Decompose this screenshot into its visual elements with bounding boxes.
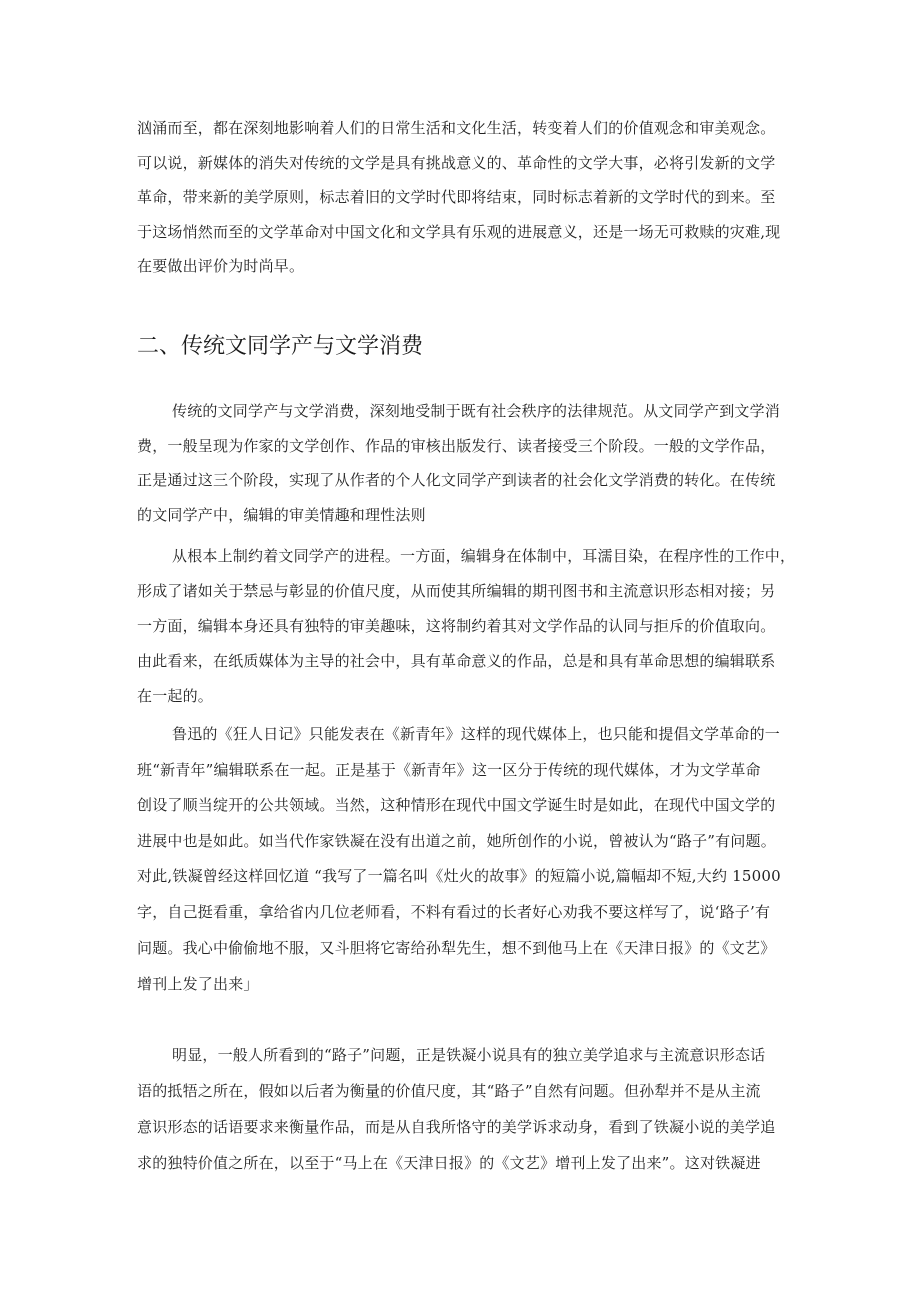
paragraph-line: 的文同学产中，编辑的审美情趣和理性法则 xyxy=(137,506,426,524)
paragraph-line: 明显，一般人所看到的“路子”问题，正是铁凝小说具有的独立美学追求与主流意识形态话 xyxy=(172,1046,766,1064)
paragraph-line: 意识形态的话语要求来衡量作品，而是从自我所恪守的美学诉求动身，看到了铁凝小说的美学追 xyxy=(137,1118,776,1136)
paragraph-line: 创设了顺当绽开的公共领域。当然，这种情形在现代中国文学诞生时是如此，在现代中国文学的 xyxy=(137,796,776,814)
intro-line: 在要做出评价为时尚早。 xyxy=(137,257,305,275)
paragraph-line: 由此看来，在纸质媒体为主导的社会中，具有革命意义的作品，总是和具有革命思想的编辑联系 xyxy=(137,652,776,670)
intro-line: 革命，带来新的美学原则，标志着旧的文学时代即将结束，同时标志着新的文学时代的到来。至 xyxy=(137,188,776,206)
paragraph-line: 正是通过这三个阶段，实现了从作者的个人化文同学产到读者的社会化文学消费的转化。在传统 xyxy=(137,471,776,489)
paragraph-line: 求的独特价值之所在，以至于“马上在《天津日报》的《文艺》增刊上发了出来”。这对铁凝进 xyxy=(137,1154,761,1172)
intro-line: 可以说，新媒体的消失对传统的文学是具有挑战意义的、革命性的文学大事，必将引发新的文学 xyxy=(137,154,776,172)
paragraph-line: 形成了诸如关于禁忌与彰显的价值尺度，从而使其所编辑的期刊图书和主流意识形态相对接；另 xyxy=(137,582,776,600)
paragraph-line: 问题。我心中偷偷地不服，又斗胆将它寄给孙犁先生，想不到他马上在《天津日报》的《文艺》 xyxy=(137,939,776,957)
section-heading: 二、传统文同学产与文学消费 xyxy=(137,334,424,359)
paragraph-line: 鲁迅的《狂人日记》只能发表在《新青年》这样的现代媒体上，也只能和提倡文学革命的一 xyxy=(172,725,781,743)
paragraph-line: 在一起的。 xyxy=(137,687,214,705)
paragraph-line: 字，自己挺看重，拿给省内几位老师看，不料有看过的长者好心劝我不要这样写了，说‘路子’有 xyxy=(137,903,771,921)
paragraph-line: 传统的文同学产与文学消费，深刻地受制于既有社会秩序的法律规范。从文同学产到文学消 xyxy=(172,402,781,420)
paragraph-line: 一方面，编辑本身还具有独特的审美趣味，这将制约着其对文学作品的认同与拒斥的价值取向。 xyxy=(137,617,776,635)
paragraph-line: 费，一般呈现为作家的文学创作、作品的审核出版发行、读者接受三个阶段。一般的文学作品， xyxy=(137,437,776,455)
paragraph-line: 对此,铁凝曾经这样回忆道 “我写了一篇名叫《灶火的故事》的短篇小说,篇幅却不短,大约 15000 xyxy=(137,867,781,885)
intro-line: 于这场悄然而至的文学革命对中国文化和文学具有乐观的进展意义，还是一场无可救赎的灾难,现 xyxy=(137,223,781,241)
intro-line: 汹涌而至，都在深刻地影响着人们的日常生活和文化生活，转变着人们的价值观念和审美观念。 xyxy=(137,119,776,137)
paragraph-line: 增刊上发了出来」 xyxy=(137,975,259,993)
paragraph-line: 班“新青年”编辑联系在一起。正是基于《新青年》这一区分于传统的现代媒体，才为文学革命 xyxy=(137,761,761,779)
paragraph-line: 语的抵牾之所在，假如以后者为衡量的价值尺度，其“路子”自然有问题。但孙犁并不是从主流 xyxy=(137,1082,761,1100)
paragraph-line: 进展中也是如此。如当代作家铁凝在没有出道之前，她所创作的小说，曾被认为“路子”有问题。 xyxy=(137,832,776,850)
paragraph-line: 从根本上制约着文同学产的进程。一方面，编辑身在体制中，耳濡目染，在程序性的工作中， xyxy=(172,547,796,565)
